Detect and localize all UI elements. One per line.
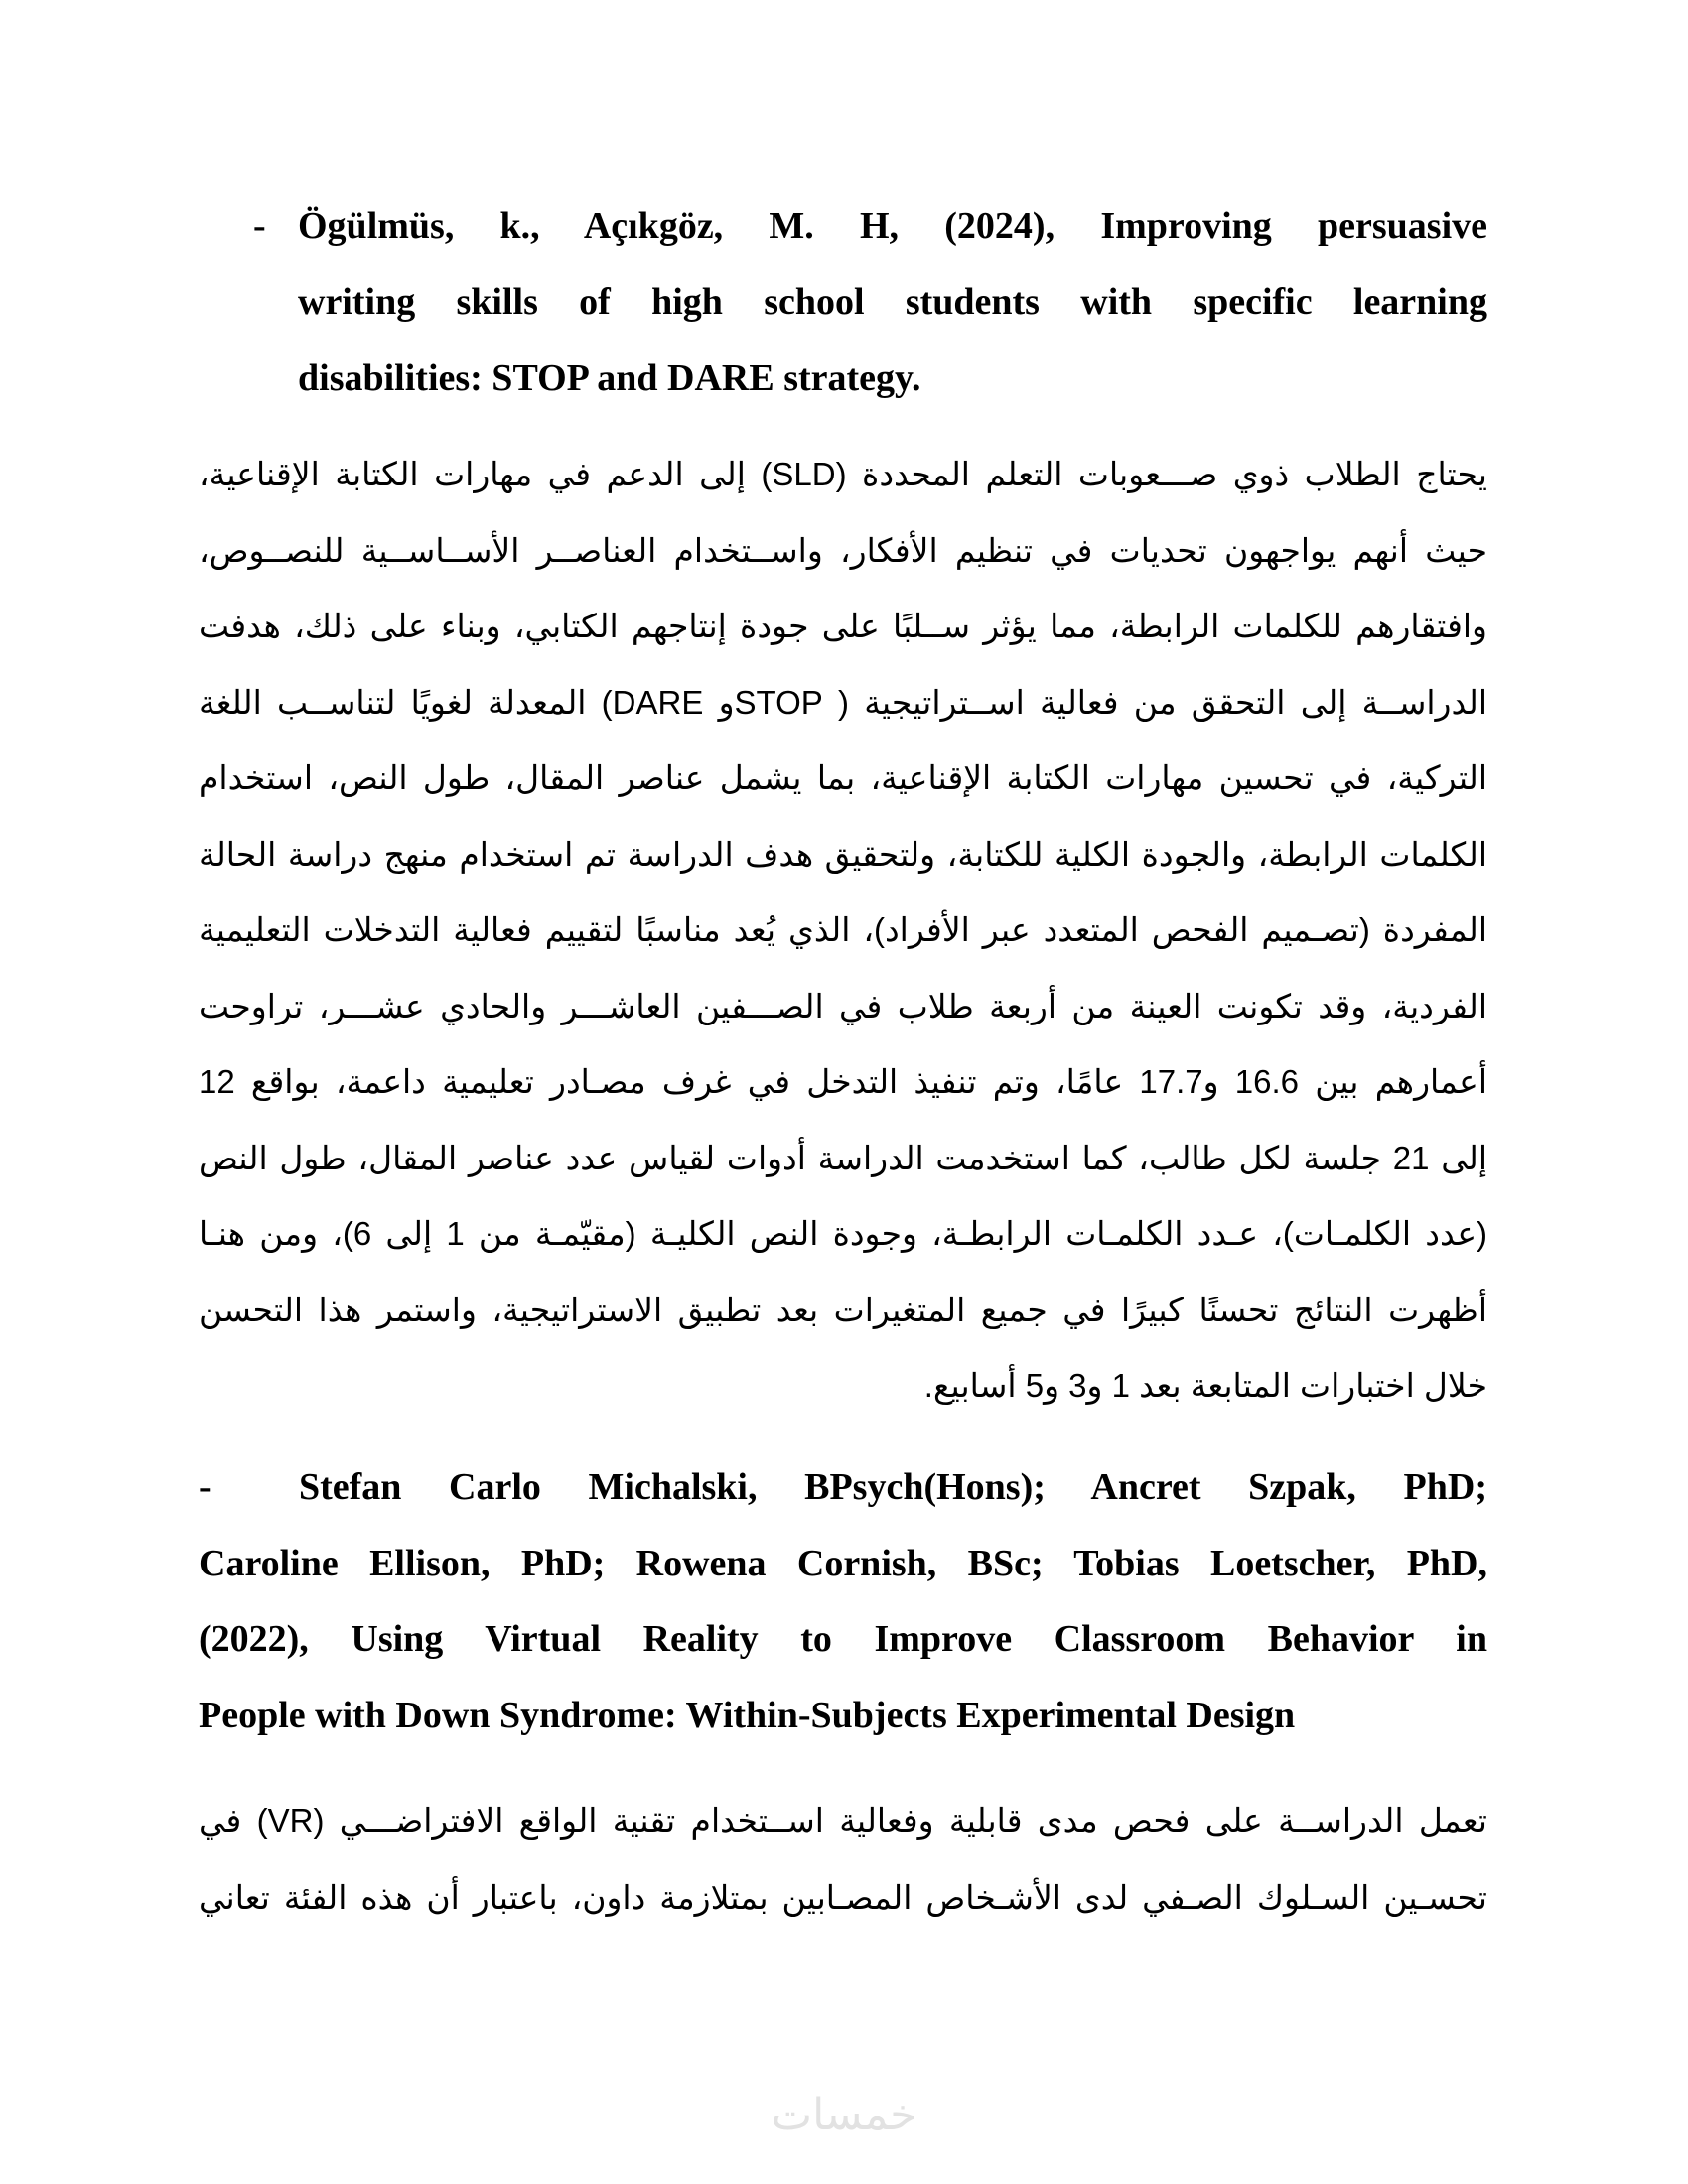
- paragraph-line: (عدد الكلمـات)، عـدد الكلمـات الرابطـة، وجودة النص الكليـة (مقيّمـة من 1 إلى 6)، ومن هنـا: [199, 1215, 1487, 1252]
- bullet-dash: -: [253, 205, 266, 247]
- paragraph-line: يحتاج الطلاب ذوي صـــعوبات التعلم المحددة (SLD) إلى الدعم في مهارات الكتابة الإقناعية،: [199, 456, 1487, 492]
- reference-2-line: (2022), Using Virtual Reality to Improve Classroom Behavior in: [199, 1618, 1487, 1660]
- reference-1-line: Ögülmüs, k., Açıkgöz, M. H, (2024), Improving persuasive: [298, 205, 1487, 247]
- paragraph-line: أظهرت النتائج تحسنًا كبيرًا في جميع المتغيرات بعد تطبيق الاستراتيجية، واستمر هذا التحسن: [199, 1292, 1487, 1328]
- paragraph-line: تحسـين السـلوك الصـفي لدى الأشـخاص المصـابين بمتلازمة داون، باعتبار أن هذه الفئة تعاني: [199, 1879, 1487, 1916]
- reference-2-line: People with Down Syndrome: Within-Subjects Experimental Design: [199, 1695, 1296, 1736]
- reference-1-line: writing skills of high school students with specific learning: [298, 281, 1487, 323]
- paragraph-line: الكلمات الرابطة، والجودة الكلية للكتابة، ولتحقيق هدف الدراسة تم استخدام منهج دراسة الحالة: [199, 836, 1487, 873]
- reference-2-line: Stefan Carlo Michalski, BPsych(Hons); Ancret Szpak, PhD;: [299, 1466, 1487, 1508]
- paragraph-line: حيث أنهم يواجهون تحديات في تنظيم الأفكار، واســتخدام العناصــر الأســاســية للنصــوص،: [199, 532, 1487, 569]
- paragraph-line: خلال اختبارات المتابعة بعد 1 و3 و5 أسابيع.: [923, 1367, 1487, 1404]
- reference-1-line: disabilities: STOP and DARE strategy.: [298, 357, 921, 399]
- paragraph-line: الفردية، وقد تكونت العينة من أربعة طلاب في الصـــفين العاشـــر والحادي عشـــر، تراوحت: [199, 988, 1487, 1024]
- paragraph-line: وافتقارهم للكلمات الرابطة، مما يؤثر ســلبًا على جودة إنتاجهم الكتابي، وبناء على ذلك، هدفت: [199, 608, 1487, 644]
- watermark-logo: خمسات: [771, 2090, 917, 2140]
- paragraph-line: تعمل الدراســة على فحص مدى قابلية وفعالية اســتخدام تقنية الواقع الافتراضـــي (VR) في: [199, 1802, 1487, 1839]
- bullet-dash: -: [199, 1466, 211, 1508]
- paragraph-line: إلى 21 جلسة لكل طالب، كما استخدمت الدراسة أدوات لقياس عدد عناصر المقال، طول النص: [199, 1140, 1487, 1176]
- reference-2-line: Caroline Ellison, PhD; Rowena Cornish, BSc; Tobias Loetscher, PhD,: [199, 1543, 1487, 1584]
- paragraph-line: الدراســة إلى التحقق من فعالية اســتراتيجية ( STOPو DARE) المعدلة لغويًا لتناســب اللغة: [199, 684, 1487, 721]
- paragraph-line: المفردة (تصـميم الفحص المتعدد عبر الأفراد)، الذي يُعد مناسبًا لتقييم فعالية التدخلات التعليمية: [199, 911, 1487, 948]
- paragraph-line: أعمارهم بين 16.6 و17.7 عامًا، وتم تنفيذ التدخل في غرف مصـادر تعليمية داعمة، بواقع 12: [199, 1063, 1487, 1100]
- paragraph-line: التركية، في تحسين مهارات الكتابة الإقناعية، بما يشمل عناصر المقال، طول النص، استخدام: [199, 759, 1487, 796]
